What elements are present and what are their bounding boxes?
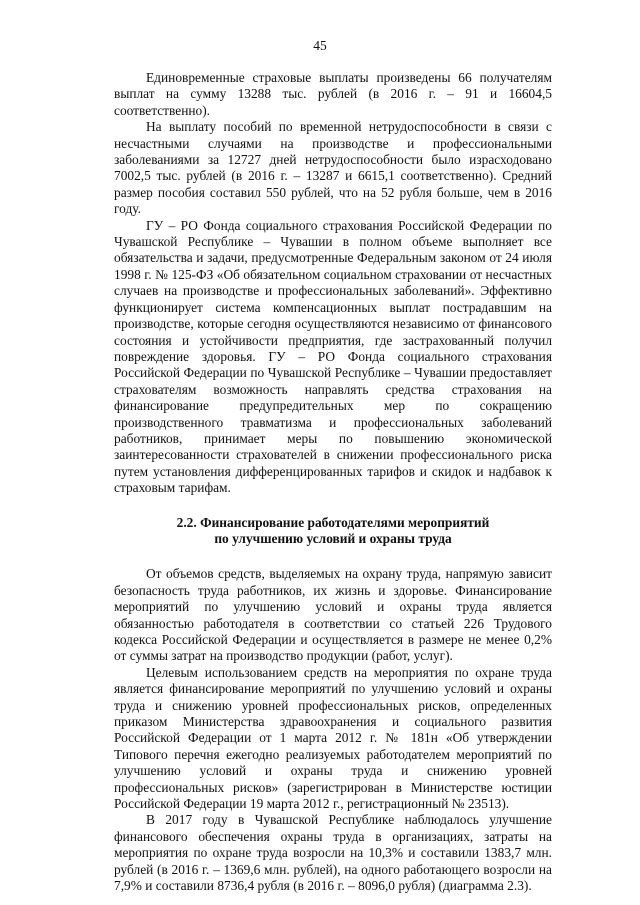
section-heading-line-2: по улучшению условий и охраны труда [214, 530, 452, 546]
paragraph-lump-sum-payments: Единовременные страховые выплаты произведены 66 получателям выплат на сумму 13288 тыс. рублей (в 2016 г. – 91 и 16604,5 соответственно). [114, 70, 552, 118]
page-content [114, 70, 552, 895]
section-heading-line-1: 2.2. Финансирование работодателями мероприятий [176, 514, 490, 530]
paragraph-2017-expenditures: В 2017 году в Чувашской Республике наблюдалось улучшение финансового обеспечения охраны труда в организациях, затраты на мероприятия по охране труда возросли на 10,3% и составили 1383,7 млн. рублей (в 2016 г. – 1369,6 млн. рублей), на одного работающего возросли на 7,9% и составили 8736,4 рубля (в 2016 г. – 8096,0 рубля) (диаграмма 2.3). [114, 812, 552, 894]
paragraph-social-insurance-fund: ГУ – РО Фонда социального страхования Российской Федерации по Чувашской Республике – Чувашии в полном объеме выполняет все обязательства и задачи, предусмотренные Федеральным законом от 24 июля 1998 г. № 125-ФЗ «Об обязательном социальном страховании от несчастных случаев на производстве и профессиональных заболеваний». Эффективно функционирует система компенсационных выплат пострадавшим на производстве, которые сегодня осуществляются независимо от финансового состояния и устойчивости предприятия, где застрахованный получил повреждение здоровья. ГУ – РО Фонда социального страхования Российской Федерации по Чувашской Республике – Чувашии предоставляет страхователям возможность направлять средства страхования на финансирование предупредительных мер по сокращению производственного травматизма и профессиональных заболеваний работников, принимает меры по повышению экономической заинтересованности страхователей в снижении профессионального риска путем установления дифференцированных тарифов и скидок и надбавок к страховым тарифам. [114, 217, 552, 496]
paragraph-targeted-use: Целевым использованием средств на мероприятия по охране труда является финансирование мероприятий по улучшению условий и охраны труда и снижению уровней профессиональных рисков, определенных приказом Министерства здравоохранения и социального развития Российской Федерации от 1 марта 2012 г. № 181н «Об утверждении Типового перечня ежегодно реализуемых работодателем мероприятий по улучшению условий и охраны труда и снижению уровней профессиональных рисков» (зарегистрирован в Министерстве юстиции Российской Федерации 19 марта 2012 г., регистрационный № 23513). [114, 664, 552, 812]
paragraph-temporary-disability: На выплату пособий по временной нетрудоспособности в связи с несчастными случаями на производстве и профессиональными заболеваниями за 12727 дней нетрудоспособности было израсходовано 7002,5 тыс. рублей (в 2016 г. – 13287 и 6615,1 соответственно). Средний размер пособия составил 550 рублей, что на 52 рубля больше, чем в 2016 году. [114, 119, 552, 217]
paragraph-labor-safety-funding: От объемов средств, выделяемых на охрану труда, напрямую зависит безопасность труда работников, их жизнь и здоровье. Финансирование мероприятий по улучшению условий и охраны труда является обязанностью работодателя в соответствии со статьей 226 Трудового кодекса Российской Федерации и осуществляется в размере не менее 0,2% от суммы затрат на производство продукции (работ, услуг). [114, 566, 552, 664]
page-number: 45 [313, 38, 327, 53]
section-heading [114, 515, 552, 548]
